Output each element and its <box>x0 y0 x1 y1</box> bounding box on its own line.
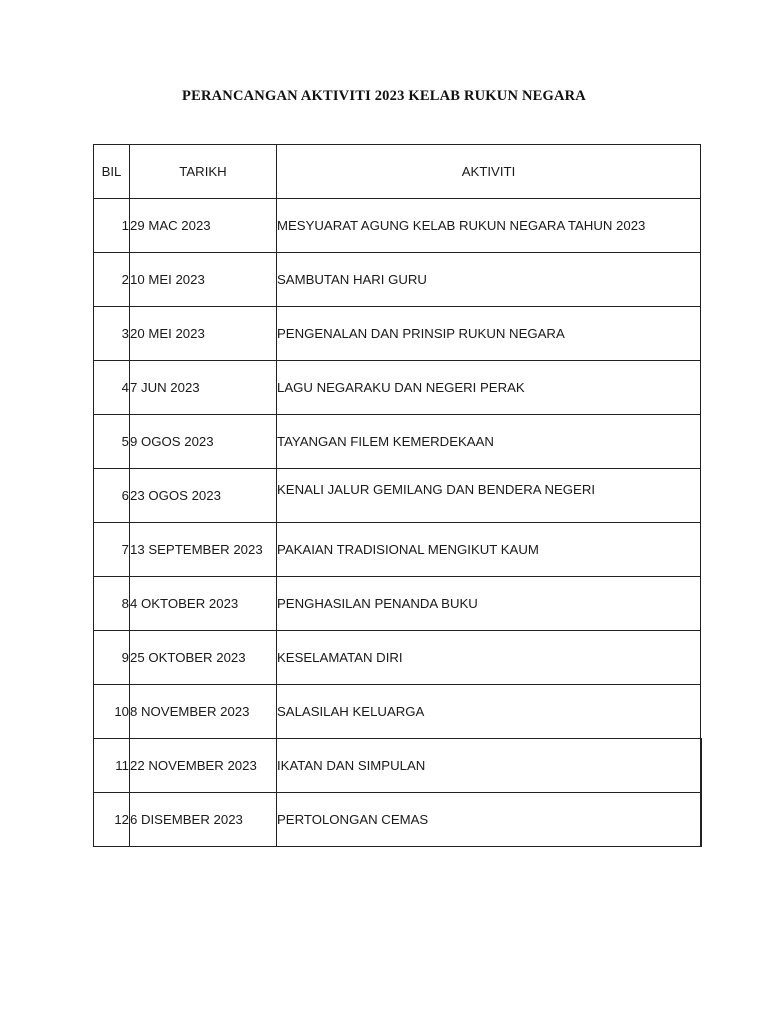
table-row <box>94 199 701 253</box>
row-tarikh: 8 NOVEMBER 2023 <box>130 685 277 739</box>
row-aktiviti: SAMBUTAN HARI GURU <box>277 253 701 307</box>
table-row <box>94 739 701 793</box>
row-aktiviti: PENGHASILAN PENANDA BUKU <box>277 577 701 631</box>
row-aktiviti: IKATAN DAN SIMPULAN <box>277 739 701 793</box>
row-tarikh: 23 OGOS 2023 <box>130 469 277 523</box>
row-bil: 9 <box>94 631 130 685</box>
row-aktiviti-text: KENALI JALUR GEMILANG DAN BENDERA NEGERI <box>277 482 596 497</box>
row-tarikh: 9 OGOS 2023 <box>130 415 277 469</box>
row-bil: 11 <box>94 739 130 793</box>
row-bil: 3 <box>94 307 130 361</box>
row-tarikh: 6 DISEMBER 2023 <box>130 793 277 847</box>
row-tarikh: 10 MEI 2023 <box>130 253 277 307</box>
row-bil: 2 <box>94 253 130 307</box>
table-row <box>94 523 701 577</box>
row-bil: 1 <box>94 199 130 253</box>
row-aktiviti: PERTOLONGAN CEMAS <box>277 793 701 847</box>
table-row <box>94 793 701 847</box>
row-aktiviti: PENGENALAN DAN PRINSIP RUKUN NEGARA <box>277 307 701 361</box>
table-row <box>94 685 701 739</box>
row-aktiviti: KESELAMATAN DIRI <box>277 631 701 685</box>
row-aktiviti <box>277 469 701 523</box>
row-bil: 12 <box>94 793 130 847</box>
table-row <box>94 631 701 685</box>
table-row <box>94 469 701 523</box>
row-aktiviti: LAGU NEGARAKU DAN NEGERI PERAK <box>277 361 701 415</box>
row-tarikh: 29 MAC 2023 <box>130 199 277 253</box>
table-row <box>94 577 701 631</box>
row-tarikh: 25 OKTOBER 2023 <box>130 631 277 685</box>
table-header-row <box>94 145 701 199</box>
activity-table <box>93 144 702 847</box>
row-tarikh: 7 JUN 2023 <box>130 361 277 415</box>
column-header-aktiviti: AKTIVITI <box>277 145 701 199</box>
row-bil: 7 <box>94 523 130 577</box>
table-row <box>94 415 701 469</box>
page-title: PERANCANGAN AKTIVITI 2023 KELAB RUKUN NEGARA <box>182 88 586 104</box>
row-bil: 8 <box>94 577 130 631</box>
row-bil: 5 <box>94 415 130 469</box>
row-aktiviti: TAYANGAN FILEM KEMERDEKAAN <box>277 415 701 469</box>
row-bil: 10 <box>94 685 130 739</box>
row-tarikh: 13 SEPTEMBER 2023 <box>130 523 277 577</box>
row-bil: 6 <box>94 469 130 523</box>
row-tarikh: 4 OKTOBER 2023 <box>130 577 277 631</box>
column-header-tarikh: TARIKH <box>130 145 277 199</box>
row-tarikh: 22 NOVEMBER 2023 <box>130 739 277 793</box>
table-row <box>94 307 701 361</box>
table-row <box>94 361 701 415</box>
column-header-bil: BIL <box>94 145 130 199</box>
row-aktiviti: MESYUARAT AGUNG KELAB RUKUN NEGARA TAHUN 2023 <box>277 199 701 253</box>
row-bil: 4 <box>94 361 130 415</box>
table-row <box>94 253 701 307</box>
row-tarikh: 20 MEI 2023 <box>130 307 277 361</box>
row-aktiviti: SALASILAH KELUARGA <box>277 685 701 739</box>
row-aktiviti: PAKAIAN TRADISIONAL MENGIKUT KAUM <box>277 523 701 577</box>
